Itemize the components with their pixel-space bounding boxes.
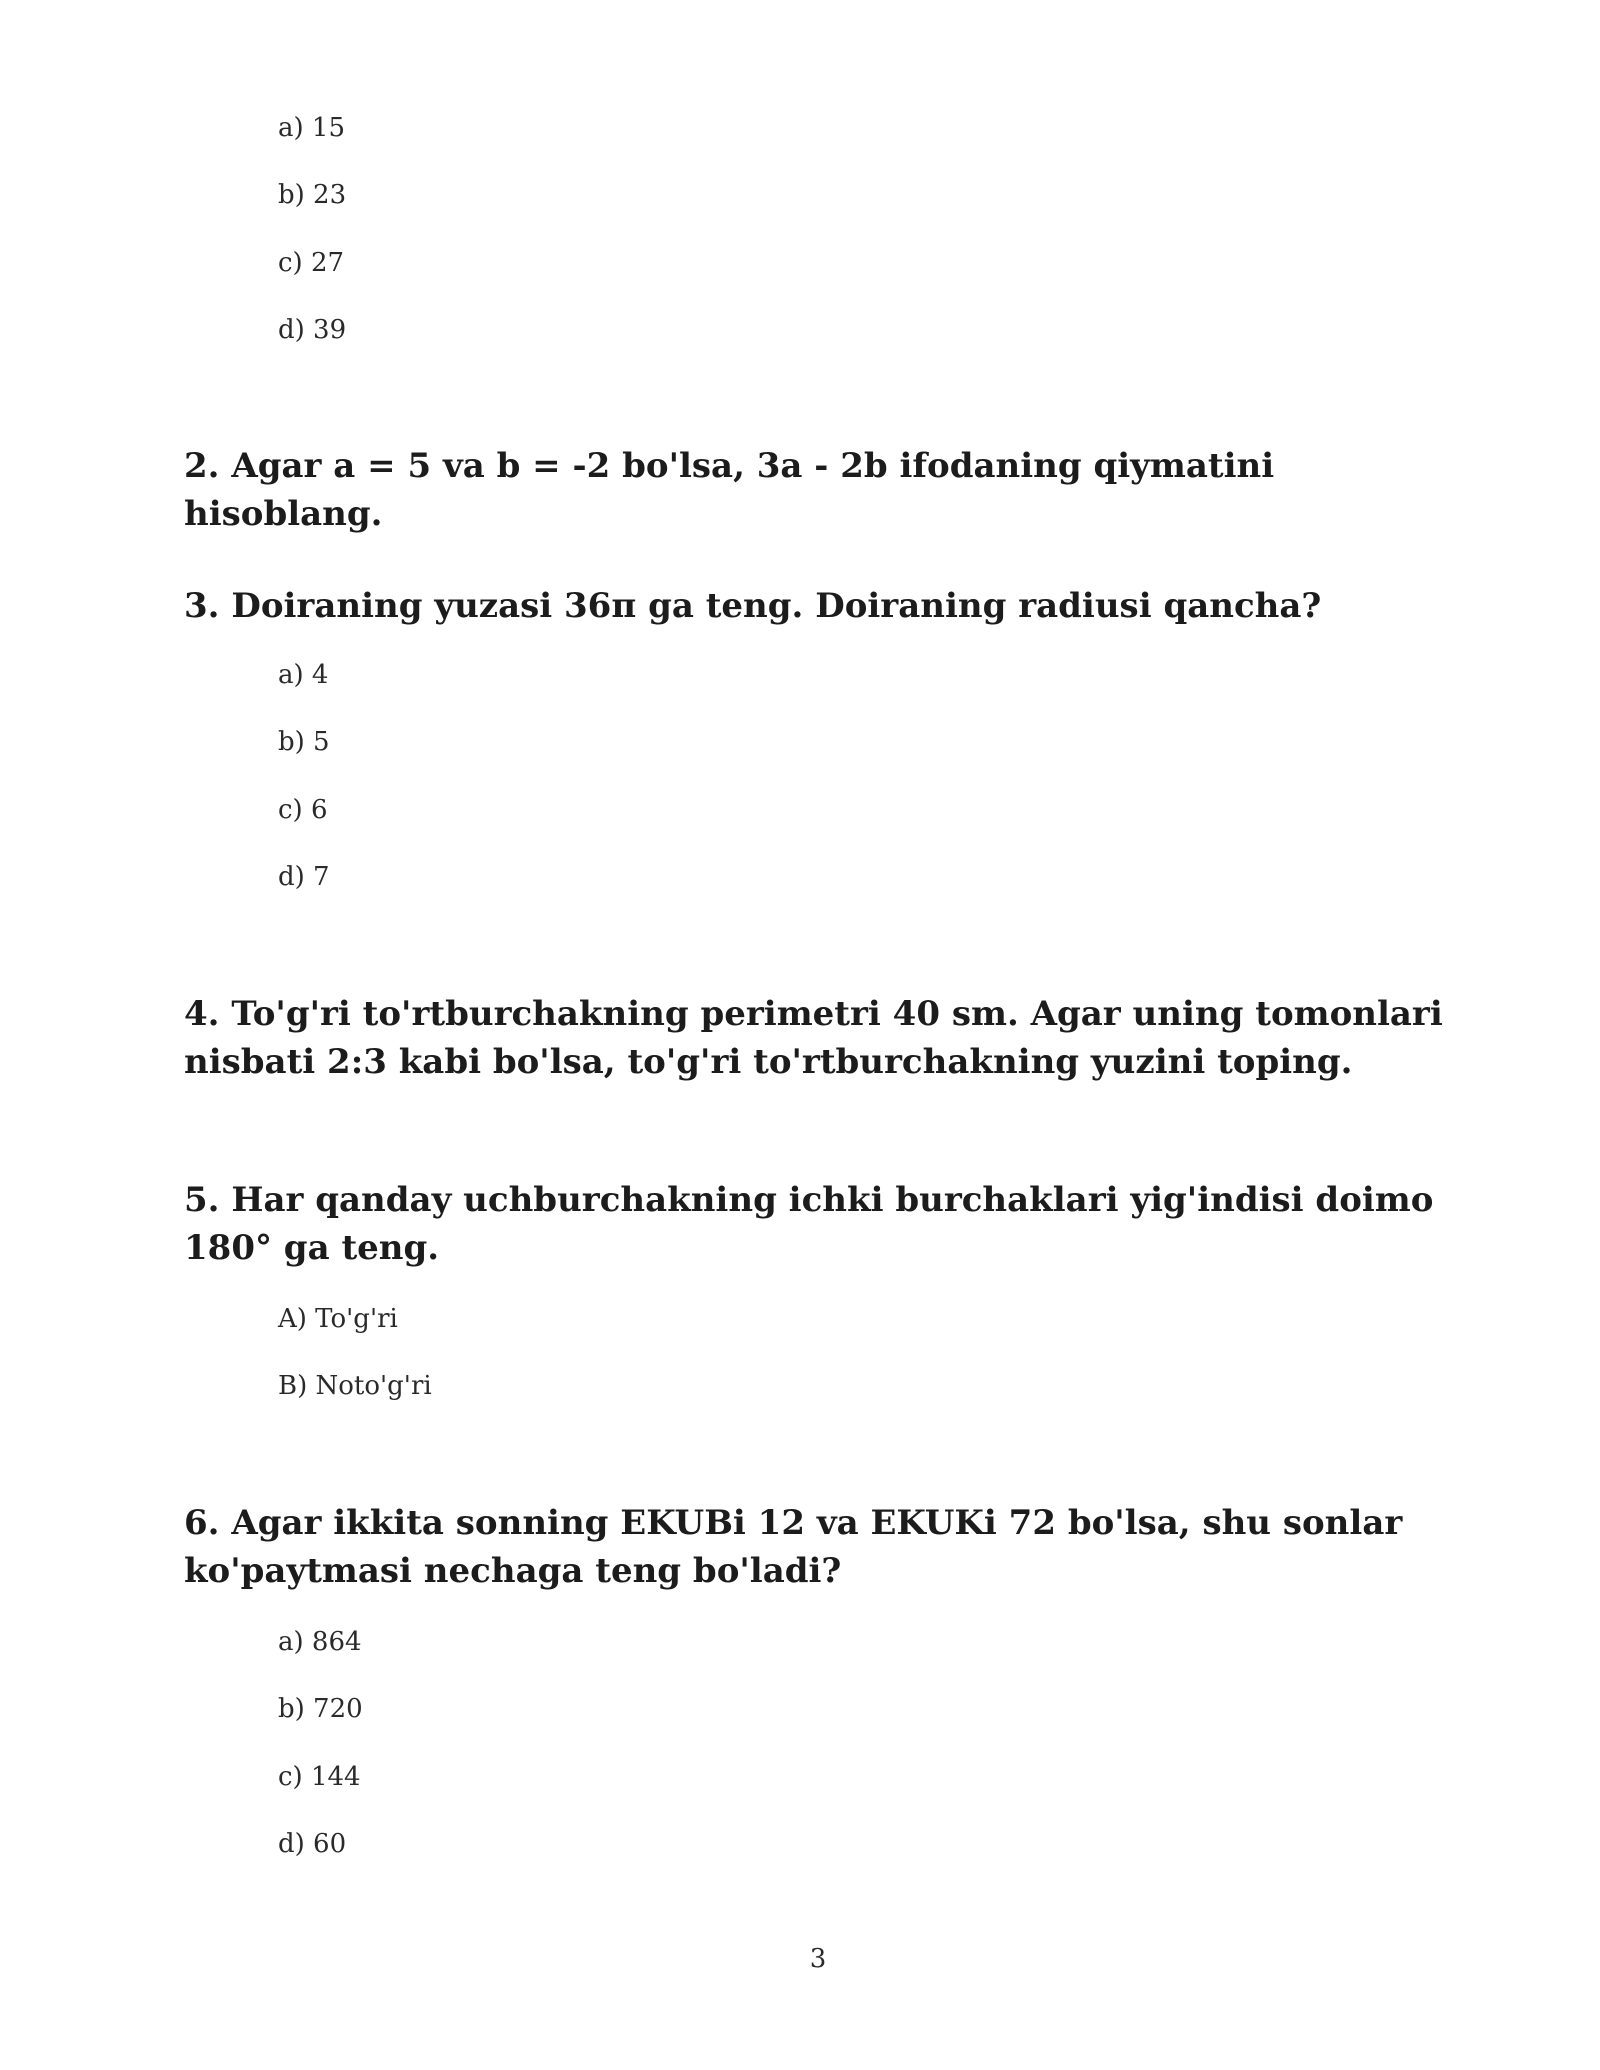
q3-option-c[interactable]: c) 6 [278, 795, 328, 825]
question-6-text: 6. Agar ikkita sonning EKUBi 12 va EKUKi 72 bo'lsa, shu sonlar ko'paytmasi nechaga teng bo'ladi? [184, 1503, 1403, 1591]
q6-option-d[interactable]: d) 60 [278, 1829, 347, 1859]
q1-option-d[interactable]: d) 39 [278, 315, 347, 345]
q5-option-b[interactable]: B) Noto'g'ri [278, 1371, 432, 1401]
question-4-text: 4. To'g'ri to'rtburchakning perimetri 40 sm. Agar uning tomonlari nisbati 2:3 kabi bo'lsa, to'g'ri to'rtburchakning yuzini toping. [184, 994, 1443, 1082]
q5-option-a[interactable]: A) To'g'ri [278, 1304, 398, 1334]
question-3-text: 3. Doiraning yuzasi 36π ga teng. Doiraning radiusi qancha? [184, 586, 1322, 626]
q1-option-c[interactable]: c) 27 [278, 248, 345, 278]
q3-option-d[interactable]: d) 7 [278, 862, 330, 892]
q6-option-b[interactable]: b) 720 [278, 1694, 363, 1724]
q1-option-b[interactable]: b) 23 [278, 180, 347, 210]
q1-option-a[interactable]: a) 15 [278, 113, 345, 143]
q6-option-c[interactable]: c) 144 [278, 1762, 361, 1792]
question-2-text: 2. Agar a = 5 va b = -2 bo'lsa, 3a - 2b ifodaning qiymatini hisoblang. [184, 446, 1275, 534]
q6-option-a[interactable]: a) 864 [278, 1627, 362, 1657]
q3-option-b[interactable]: b) 5 [278, 727, 330, 757]
page-number: 3 [809, 1944, 827, 1974]
question-5-text: 5. Har qanday uchburchakning ichki burchaklari yig'indisi doimo 180° ga teng. [184, 1180, 1434, 1268]
q3-option-a[interactable]: a) 4 [278, 660, 329, 690]
